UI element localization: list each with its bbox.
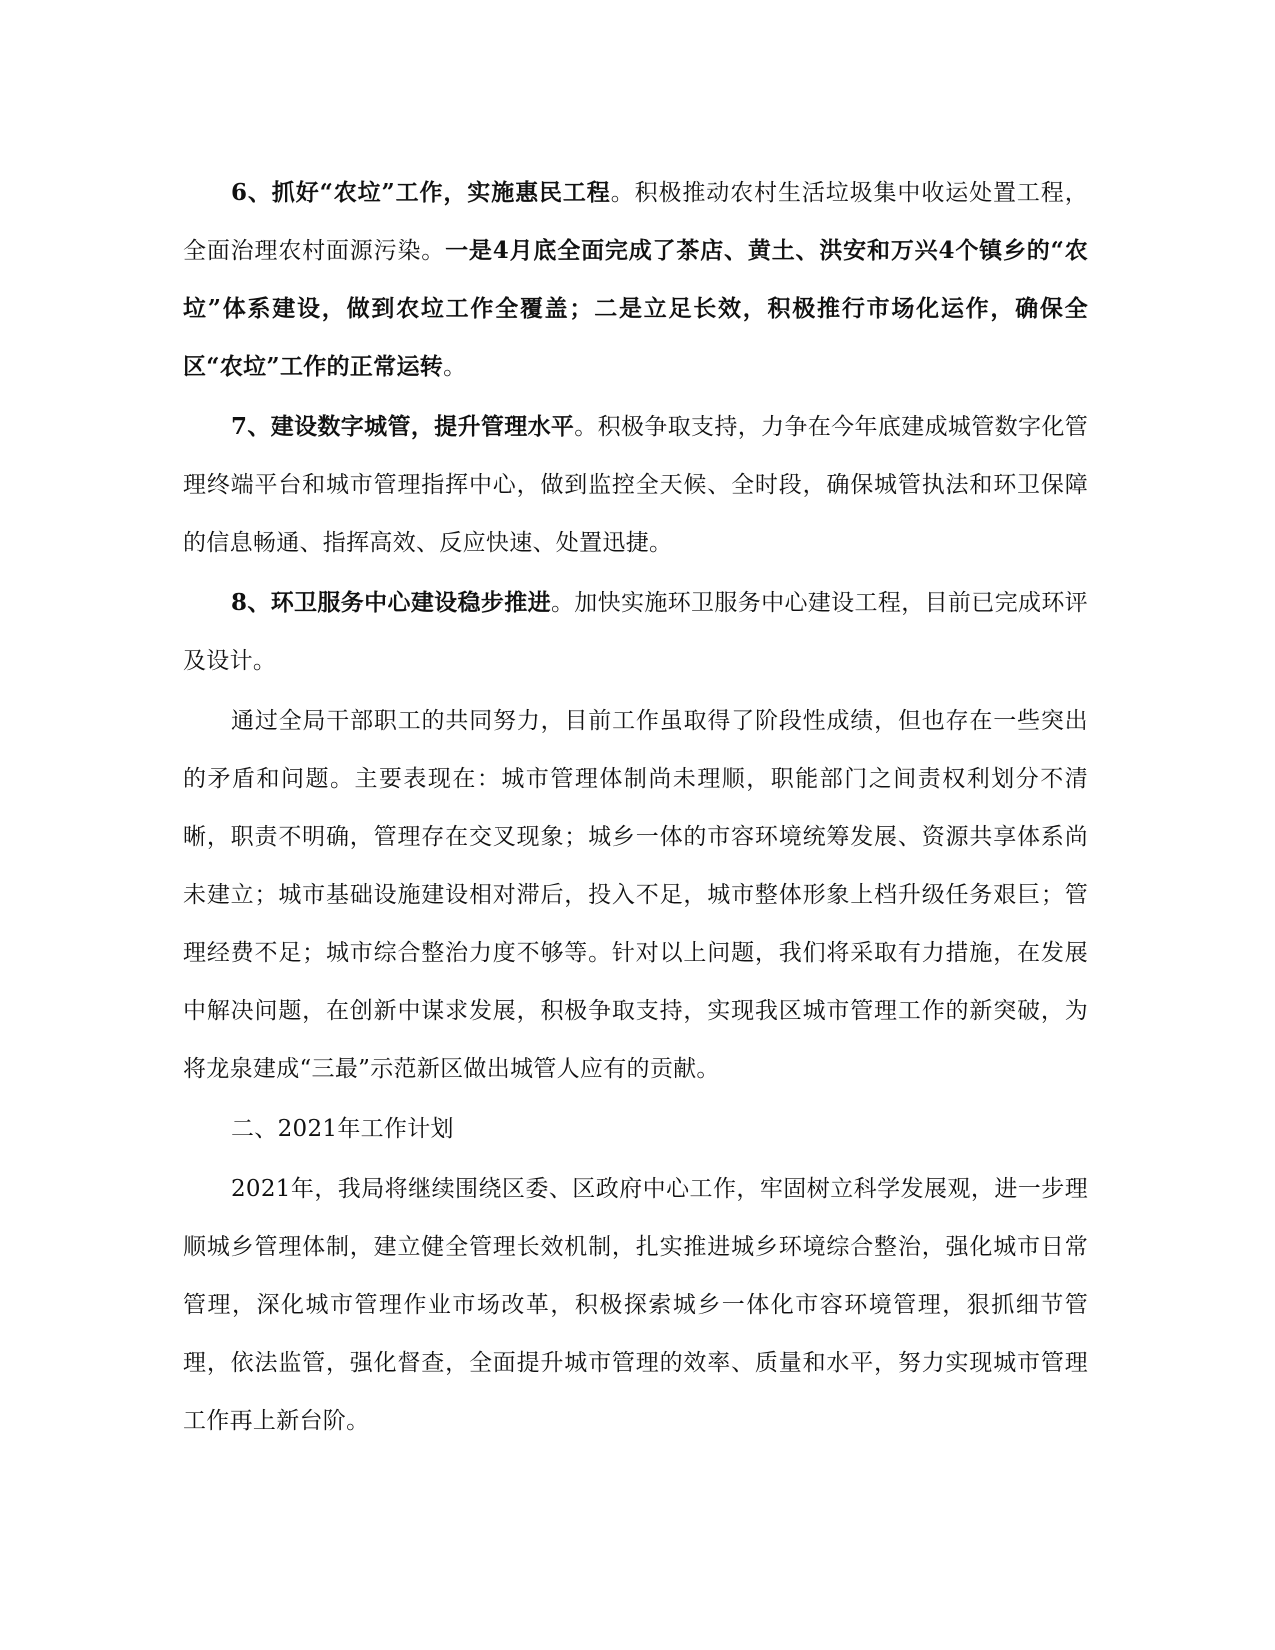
paragraph-digital-city (183, 398, 1088, 572)
paragraph-rural-garbage (183, 164, 1088, 396)
paragraph-heading: 8、环卫服务中心建设稳步推进 (231, 589, 551, 616)
section-heading-2021-plan: 二、2021年工作计划 (231, 1116, 454, 1142)
paragraph-text: 。积极推动农村生活垃圾集中收运处置工程，全面治理农村面源污染。 (183, 180, 1089, 264)
paragraph-heading: 7、建设数字城管，提升管理水平 (231, 413, 575, 440)
paragraph-text: 。加快实施环卫服务中心建设工程，目前已完成环评及设计。 (183, 590, 1088, 674)
paragraph-problems: 通过全局干部职工的共同努力，目前工作虽取得了阶段性成绩，但也存在一些突出的矛盾和问题。主要表现在：城市管理体制尚未理顺，职能部门之间责权利划分不清晰，职责不明确，管理存在交叉现象；城乡一体的市容环境统筹发展、资源共享体系尚未建立；城市基础设施建设相对滞后，投入不足，城市整体形象上档升级任务艰巨；管理经费不足；城市综合整治力度不够等。针对以上问题，我们将采取有力措施，在发展中解决问题，在创新中谋求发展，积极争取支持，实现我区城市管理工作的新突破，为将龙泉建成“三最”示范新区做出城管人应有的贡献。 (183, 708, 1088, 1082)
paragraph-2021-plan: 2021年，我局将继续围绕区委、区政府中心工作，牢固树立科学发展观，进一步理顺城乡管理体制，建立健全管理长效机制，扎实推进城乡环境综合整治，强化城市日常管理，深化城市管理作业市场改革，积极探索城乡一体化市容环境管理，狠抓细节管理，依法监管，强化督查，全面提升城市管理的效率、质量和水平，努力实现城市管理工作再上新台阶。 (183, 1176, 1088, 1434)
paragraph-bold-text: 一是4月底全面完成了茶店、黄土、洪安和万兴4个镇乡的“农垃”体系建设，做到农垃工作全覆盖；二是立足长效，积极推行市场化运作，确保全区“农垃”工作的正常运转 (183, 237, 1088, 380)
paragraph-heading: 6、抓好“农垃”工作，实施惠民工程 (231, 179, 611, 206)
paragraph-text: 。 (443, 354, 467, 380)
paragraph-sanitation-center (183, 574, 1088, 690)
document-body (183, 164, 1088, 1452)
paragraph-text: 。积极争取支持，力争在今年底建成城管数字化管理终端平台和城市管理指挥中心，做到监控全天候、全时段，确保城管执法和环卫保障的信息畅通、指挥高效、反应快速、处置迅捷。 (183, 414, 1088, 556)
